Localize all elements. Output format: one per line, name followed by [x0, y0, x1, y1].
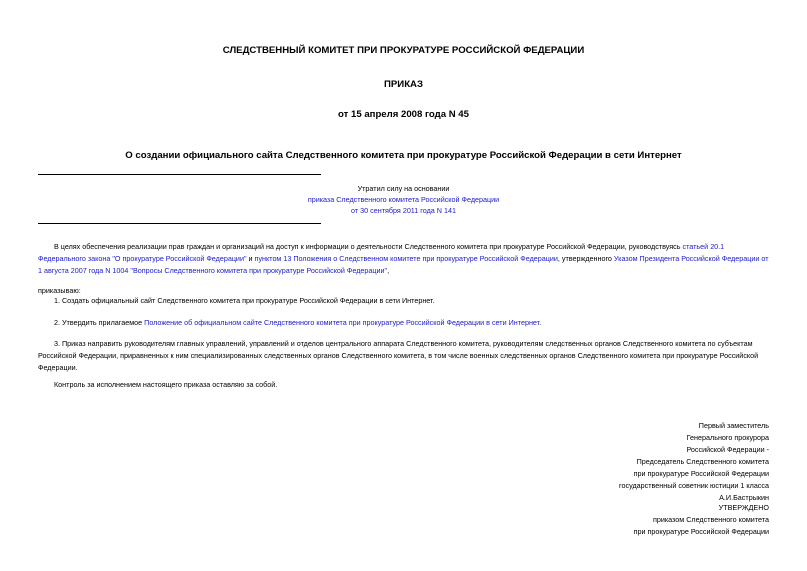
order-item-3-line-1: 3. Приказ направить руководителям главных управлений, управлений и отделов центрального аппарата Следственного комитета, руководителям следственных органов Следственного комитета по субъектам — [54, 339, 753, 348]
law-article-link[interactable]: статьей 20.1 — [682, 242, 725, 251]
approval-line-3: при прокуратуре Российской Федерации — [633, 527, 769, 536]
intro-text-1: В целях обеспечения реализации прав граждан и организаций на доступ к информации о деятельности Следственного комитета при прокуратуре Российской Федерации, руководствуясь — [54, 242, 683, 251]
federal-law-link[interactable]: Федерального закона "О прокуратуре Российской Федерации" — [38, 254, 247, 263]
order-item-2 — [54, 317, 770, 329]
divider-top — [38, 174, 321, 175]
regulation-link[interactable]: пунктом 13 Положения о Следственном комитете при прокуратуре Российской Федерации — [254, 254, 558, 263]
signature-line-4: Председатель Следственного комитета — [636, 457, 769, 466]
signature-line-5: при прокуратуре Российской Федерации — [633, 469, 769, 478]
order-word: приказываю: — [38, 286, 81, 295]
intro-text-2: и — [246, 254, 255, 263]
signature-line-1: Первый заместитель — [698, 421, 769, 430]
order-item-2-end: . — [539, 318, 542, 327]
control-clause: Контроль за исполнением настоящего приказа оставляю за собой. — [54, 380, 278, 389]
order-item-1: 1. Создать официальный сайт Следственного комитета при прокуратуре Российской Федерации в сети Интернет. — [54, 296, 435, 305]
annulment-link[interactable]: приказа Следственного комитета Российской Федерации — [307, 195, 500, 204]
decree-link-continued[interactable]: 1 августа 2007 года N 1004 "Вопросы Следственного комитета при прокуратуре Российской Федерации" — [38, 266, 388, 275]
signature-line-2: Генерального прокурора — [686, 433, 769, 442]
site-regulation-link[interactable]: Положение об официальном сайте Следственного комитета при прокуратуре Российской Федерации в сети Интернет — [144, 318, 540, 327]
signature-line-6: государственный советник юстиции 1 класса — [619, 481, 769, 490]
intro-text-4: , — [387, 266, 390, 275]
doc-date: от 15 апреля 2008 года N 45 — [338, 109, 469, 120]
order-item-3 — [38, 338, 770, 374]
order-item-2-text: 2. Утвердить прилагаемое — [54, 318, 145, 327]
doc-type: ПРИКАЗ — [384, 79, 423, 90]
org-title: СЛЕДСТВЕННЫЙ КОМИТЕТ ПРИ ПРОКУРАТУРЕ РОССИЙСКОЙ ФЕДЕРАЦИИ — [222, 45, 585, 56]
signature-block — [509, 420, 769, 504]
intro-text-3: , утвержденного — [557, 254, 614, 263]
signature-line-3: Российской Федерации - — [686, 445, 769, 454]
order-item-3-line-3: Федерации. — [38, 363, 78, 372]
order-item-3-line-2: Российской Федерации, приравненных к ним специализированных следственных органов Следственного комитета, в том числе военных следственных органов Следственного комитета при прокуратуре Российской — [38, 351, 759, 360]
approval-block — [509, 502, 769, 538]
decree-link[interactable]: Указом Президента Российской Федерации от — [613, 254, 769, 263]
annulment-note: Утратил силу на основании — [357, 184, 450, 193]
divider-bottom — [38, 223, 321, 224]
annulment-link-date[interactable]: от 30 сентября 2011 года N 141 — [351, 206, 456, 215]
approval-line-2: приказом Следственного комитета — [652, 515, 769, 524]
approval-line-1: УТВЕРЖДЕНО — [718, 503, 769, 512]
doc-subject: О создании официального сайта Следственного комитета при прокуратуре Российской Федерации в сети Интернет — [125, 150, 682, 161]
annulment-link-line-1 — [250, 195, 557, 206]
signer-name: А.И.Бастрыкин — [719, 493, 769, 502]
intro-paragraph — [38, 241, 770, 277]
annulment-link-line-2 — [250, 206, 557, 217]
